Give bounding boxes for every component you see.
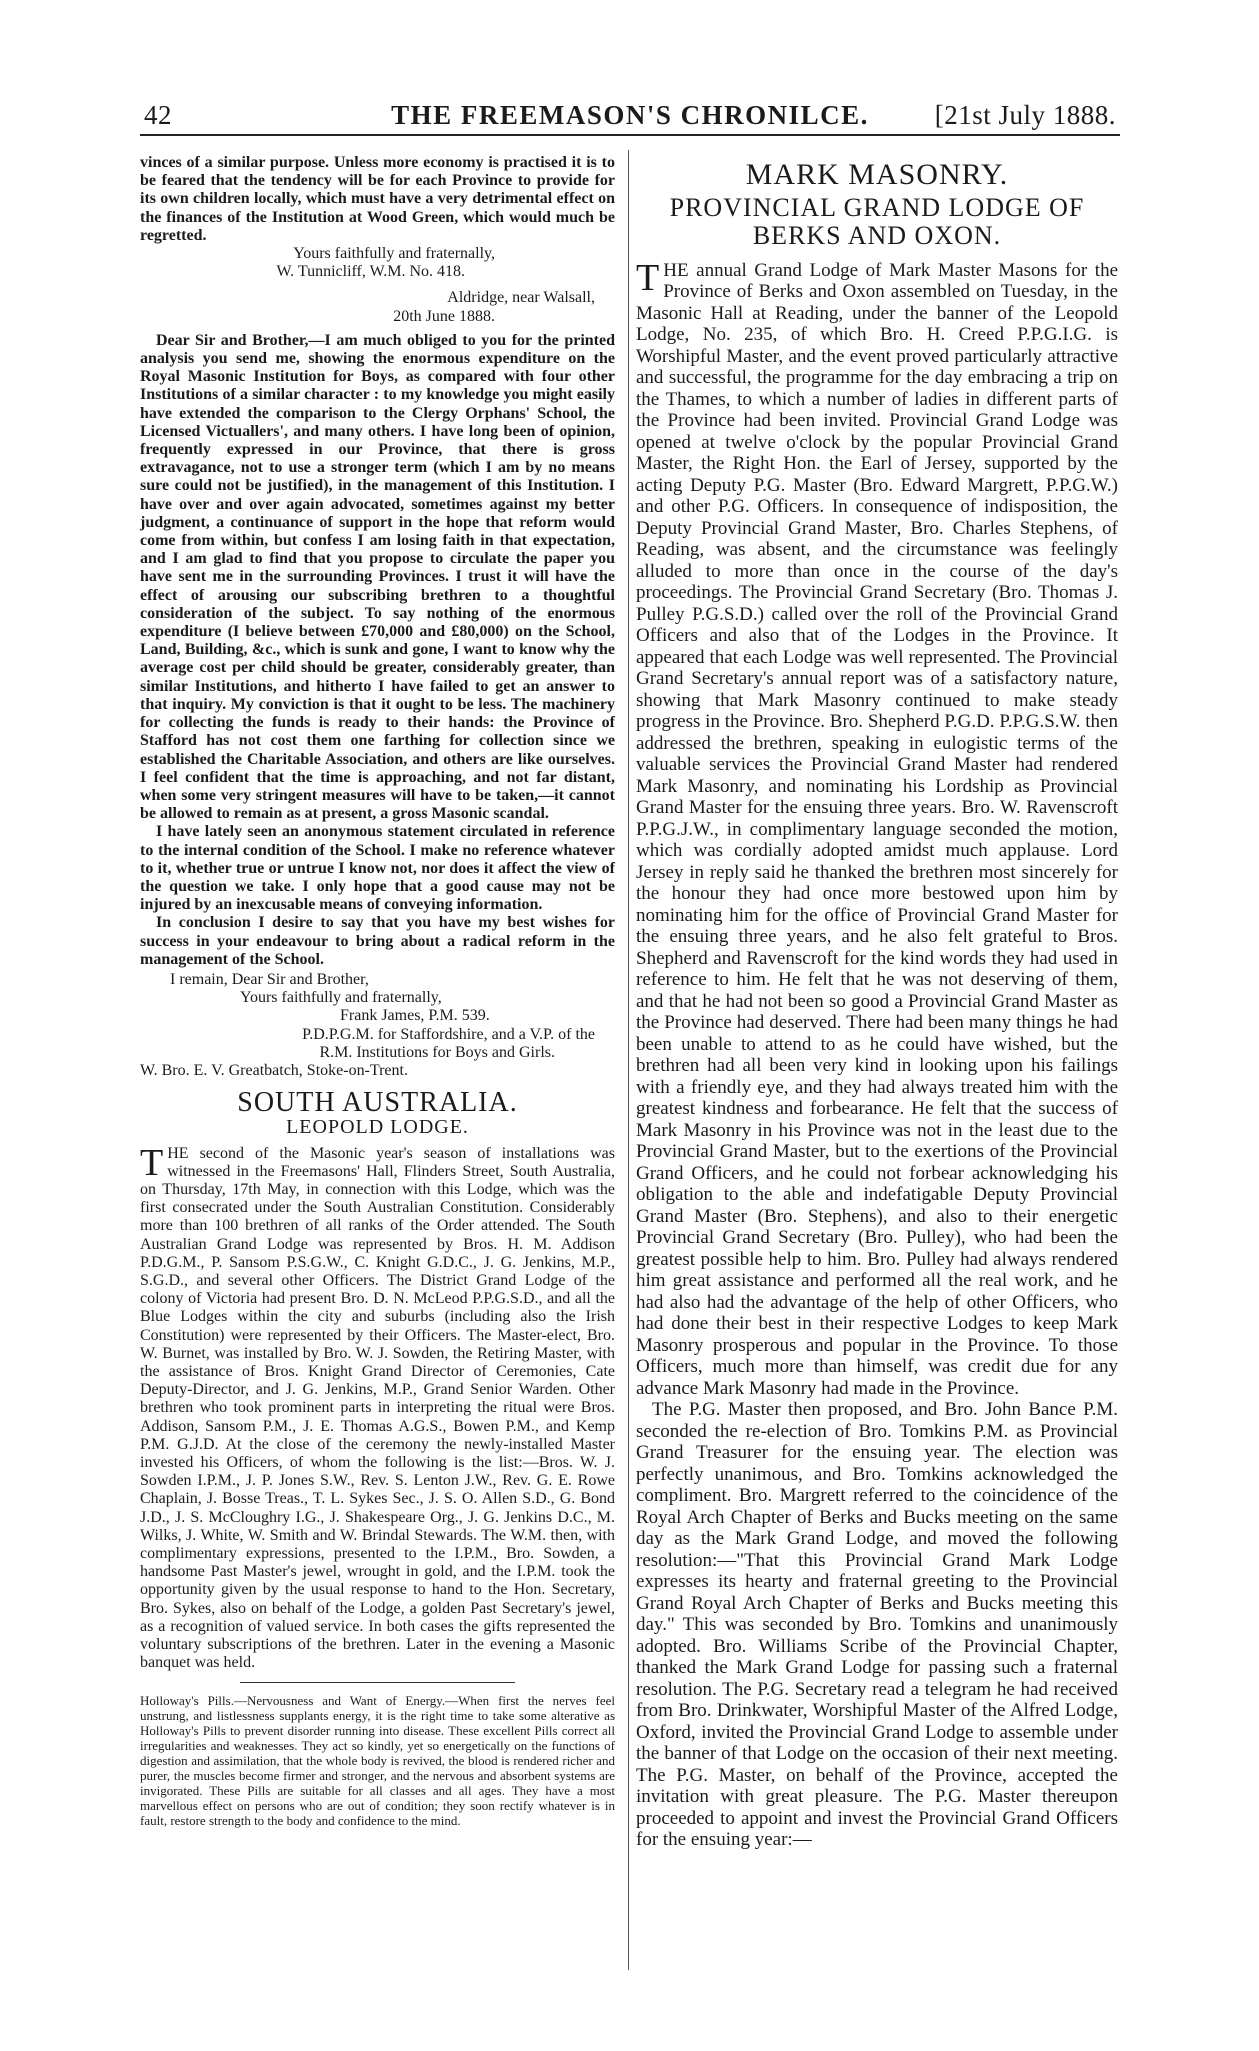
drop-cap: T xyxy=(636,256,660,299)
advertisement: Holloway's Pills.—Nervousness and Want of Energy.—When first the nerves feel unstrung, and listlessness supplants energy, it is the right time to take some alterative as Holloway's Pills to prevent disorder running into disease. These excellent Pills correct all irregularities and weaknesses. They act so kindly, yet so energetically on the functions of digestion and assimilation, that the whole body is revived, the blood is rendered richer and purer, the muscles become firmer and stronger, and the nervous and absorbent systems are invigorated. These Pills are suitable for all classes and all ages. They have a most marvellous effect on persons who are out of condition; they soon rectify whatever is in fault, restore strength to the body and confidence to the mind. xyxy=(140,1693,615,1829)
address-line: Aldridge, near Walsall, xyxy=(447,289,595,307)
subsection-heading: PROVINCIAL GRAND LODGE OF BERKS AND OXON. xyxy=(669,192,1085,250)
subsection-heading: LEOPOLD LODGE. xyxy=(286,1116,469,1139)
letter-paragraph: I have lately seen an anonymous statement circulated in reference to the internal condition of the School. I make no reference whatever to it, whether true or untrue I know not, nor does it affect the view of the question we take. I only hope that a good cause may not be injured by an inexcusable means of conveying information. xyxy=(140,823,615,914)
column-divider xyxy=(628,150,629,1970)
signature: W. Tunnicliff, W.M. No. 418. xyxy=(276,263,465,281)
letter-continuation: vinces of a similar purpose. Unless more economy is practised it is to be feared that the tendency will be for each Province to provide for its own children locally, which must have a very detrimental effect on the finances of the Institution at Wood Green, which would much be regretted. xyxy=(140,154,615,244)
closing-line: I remain, Dear Sir and Brother, xyxy=(170,970,369,988)
right-column xyxy=(636,158,1118,1851)
signature: Frank James, P.M. 539. xyxy=(340,1007,490,1025)
closing-line: Yours faithfully and fraternally, xyxy=(293,245,495,263)
section-heading: SOUTH AUSTRALIA. xyxy=(237,1087,518,1119)
divider xyxy=(240,1682,515,1683)
issue-date: [21st July 1888. xyxy=(934,100,1116,130)
addressee: W. Bro. E. V. Greatbatch, Stoke-on-Trent. xyxy=(140,1061,408,1079)
article-paragraph: The P.G. Master then proposed, and Bro. John Bance P.M. seconded the re-election of Bro. Tomkins P.M. as Provincial Grand Treasurer for the ensuing year. The election was perfectly unanimous, and Bro. Tomkins acknowledged the compliment. Bro. Margrett referred to the coincidence of the Royal Arch Chapter of Berks and Bucks meeting on the same day as the Mark Grand Lodge, and moved the following resolution:—"That this Provincial Grand Mark Lodge expresses its hearty and fraternal greeting to the Provincial Grand Royal Arch Chapter of Berks and Bucks meeting this day." This was seconded by Bro. Tomkins and unanimously adopted. Bro. Williams Scribe of the Provincial Chapter, thanked the Mark Grand Lodge for passing such a fraternal resolution. The P.G. Secretary read a telegram he had received from Bro. Drinkwater, Worshipful Master of the Alfred Lodge, Oxford, invited the Provincial Grand Lodge to assemble under the banner of that Lodge on the occasion of their next meeting. The P.G. Master, on behalf of the Province, accepted the invitation with great pleasure. The P.G. Master thereupon proceeded to appoint and invest the Provincial Grand Officers for the ensuing year:— xyxy=(636,1399,1118,1850)
article-body: HE second of the Masonic year's season of installations was witnessed in the Freemasons' Hall, Flinders Street, South Australia, on Thursday, 17th May, in connection with this Lodge, which was the first consecrated under the South Australian Constitution. Considerably more than 100 brethren of all ranks of the Order attended. The South Australian Grand Lodge was represented by Bros. H. M. Addison P.D.G.M., P. Sansom P.S.G.W., C. Knight G.D.C., J. G. Jenkins, M.P., S.G.D., and several other Officers. The District Grand Lodge of the colony of Victoria had present Bro. D. N. McLeod P.P.G.S.D., and all the Blue Lodges within the city and suburbs (including also the Irish Constitution) were represented by their Officers. The Master-elect, Bro. W. Burnet, was installed by Bro. W. J. Sowden, the Retiring Master, with the assistance of Bros. Knight Grand Director of Ceremonies, Cate Deputy-Director, and J. G. Jenkins, M.P., Grand Senior Warden. Other brethren who took prominent parts in interpreting the ritual were Bros. Addison, Sansom P.M., J. E. Thomas A.G.S., Bowen P.M., and Kemp P.M. G.J.D. At the close of the ceremony the newly-installed Master invested his Officers, of whom the following is the list:—Bros. W. J. Sowden I.P.M., J. P. Jones S.W., Rev. S. Lenton J.W., Rev. G. E. Rowe Chaplain, J. Bosse Treas., T. L. Sykes Sec., J. S. O. Allen S.D., G. Bond J.D., J. S. McCloughry I.G., J. Shakespeare Org., J. G. Jenkins D.C., M. Wilks, J. White, W. Smith and W. Brindal Stewards. The W.M. then, with complimentary expressions, presented to the I.P.M., Bro. Sowden, a handsome Past Master's jewel, wrought in gold, and the I.P.M. took the opportunity given by the usual response to hand to the Hon. Secretary, Bro. Sykes, also on behalf of the Lodge, a golden Past Secretary's jewel, as a recognition of valued service. In both cases the gifts represented the voluntary subscriptions of the brethren. Later in the evening a Masonic banquet was held. xyxy=(140,1144,615,1672)
journal-title: THE FREEMASON'S CHRONILCE. xyxy=(391,100,869,130)
section-heading: MARK MASONRY. xyxy=(745,158,1009,191)
signature-title: R.M. Institutions for Boys and Girls. xyxy=(319,1043,555,1061)
signature-title: P.D.P.G.M. for Staffordshire, and a V.P. of the xyxy=(302,1025,595,1043)
date-line: 20th June 1888. xyxy=(393,307,495,325)
closing-line: Yours faithfully and fraternally, xyxy=(240,989,442,1007)
drop-cap: T xyxy=(140,1141,164,1184)
article-body: HE annual Grand Lodge of Mark Master Masons for the Province of Berks and Oxon assembled on Tuesday, in the Masonic Hall at Reading, under the banner of the Leopold Lodge, No. 235, of which Bro. H. Creed P.P.G.I.G. is Worshipful Master, and the event proved particularly attractive and successful, the programme for the day embracing a trip on the Thames, to which a number of ladies in different parts of the Province had been invited. Provincial Grand Lodge was opened at twelve o'clock by the popular Provincial Grand Master, the Right Hon. the Earl of Jersey, supported by the acting Deputy P.G. Master (Bro. Edward Margrett, P.P.G.W.) and other P.G. Officers. In consequence of indisposition, the Deputy Provincial Grand Master, Bro. Charles Stephens, of Reading, was absent, and the circumstance was feelingly alluded to more than once in the course of the day's proceedings. The Provincial Grand Secretary (Bro. Thomas J. Pulley P.G.S.D.) called over the roll of the Provincial Grand Officers and also that of the Lodges in the Province. It appeared that each Lodge was well represented. The Provincial Grand Secretary's annual report was of a satisfactory nature, showing that Mark Masonry continued to make steady progress in the Province. Bro. Shepherd P.G.D. P.P.G.S.W. then addressed the brethren, speaking in eulogistic terms of the valuable services the Provincial Grand Master had rendered Mark Masonry, and nominating his Lordship as Provincial Grand Master for the ensuing three years. Bro. W. Ravenscroft P.P.G.J.W., in complimentary language seconded the motion, which was cordially adopted amidst much applause. Lord Jersey in reply said he thanked the brethren most sincerely for the honour they had once more bestowed upon him by nominating him for the office of Provincial Grand Master for the ensuing three years, and he also felt grateful to Bros. Shepherd and Ravenscroft for the kind words they had used in reference to him. He felt that he was not deserving of them, and that he had not been so good a Provincial Grand Master as the Province had deserved. There had been many things he had been unable to attend to as he could have wished, but the brethren had all been very kind in looking upon his failings with a friendly eye, and they had always treated him with the greatest kindness and forbearance. He felt that the success of Mark Masonry in his Province was not in the least due to the Provincial Grand Master, but to the exertions of the Provincial Grand Officers, and he could not forbear acknowledging his obligation to the able and indefatigable Deputy Provincial Grand Master (Bro. Stephens), and also to their energetic Provincial Grand Secretary (Bro. Pulley), who had been the greatest possible help to him. Bro. Pulley had always rendered him great assistance and performed all the real work, and he had also had the advantage of the help of other Officers, who had done their best in their respective Lodges to keep Mark Masonry prosperous and popular in the Province. To those Officers, much more than himself, was credit due for any advance Mark Masonry had made in the Province. xyxy=(636,259,1118,1399)
page-header xyxy=(140,100,1120,136)
left-column xyxy=(140,154,615,1828)
letter-paragraph: In conclusion I desire to say that you have my best wishes for success in your endeavour to bring about a radical reform in the management of the School. xyxy=(140,914,615,968)
letter-body: Dear Sir and Brother,—I am much obliged to you for the printed analysis you send me, showing the enormous expenditure on the Royal Masonic Institution for Boys, as compared with four other Institutions of a similar character : to my knowledge you might easily have extended the comparison to the Clergy Orphans' School, the Licensed Victuallers', and many others. I have long been of opinion, frequently expressed in our Province, that there is gross extravagance, not to use a stronger term (which I am by no means sure could not be justified), in the management of this Institution. I have over and over again advocated, sometimes against my better judgment, a continuance of support in the hope that reform would come from within, but confess I am losing faith in that expectation, and I am glad to find that you propose to circulate the paper you have sent me in the surrounding Provinces. I trust it will have the effect of arousing our subscribing brethren to a thoughtful consideration of the subject. To say nothing of the enormous expenditure (I believe between £70,000 and £80,000) on the School, Land, Building, &c., which is sunk and gone, I want to know why the average cost per child should be greater, considerably greater, than similar Institutions, and hitherto I have failed to get an answer to that inquiry. My conviction is that it ought to be less. The machinery for collecting the funds is ready to their hands: the Province of Stafford has not cost them one farthing for collection since we established the Charitable Association, and others are like ourselves. I feel confident that the time is approaching, and not far distant, when some very stringent measures will have to be taken,—it cannot be allowed to remain as at present, a gross Masonic scandal. xyxy=(140,331,615,823)
page-number: 42 xyxy=(144,100,172,130)
